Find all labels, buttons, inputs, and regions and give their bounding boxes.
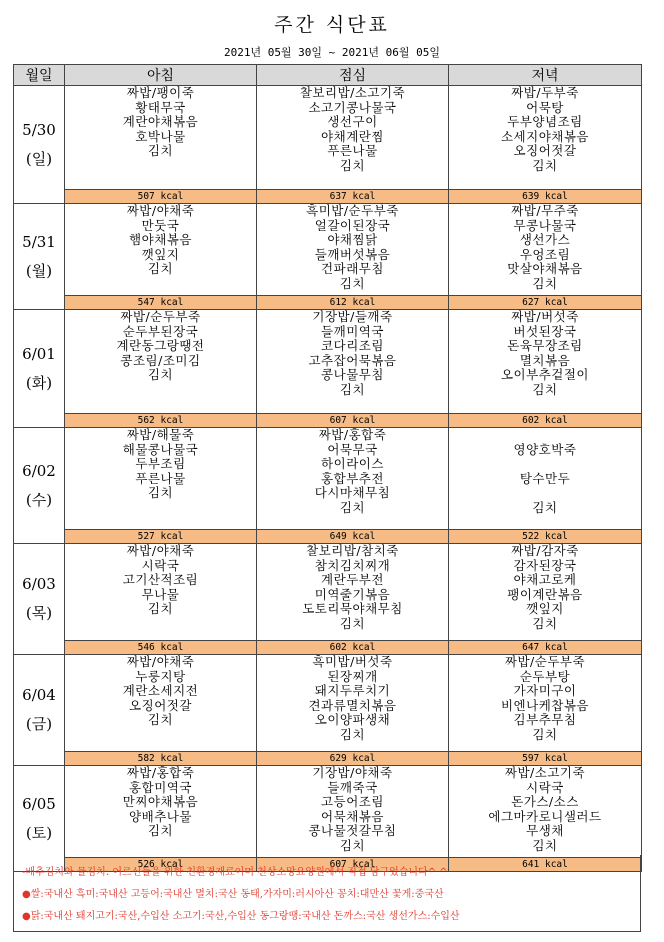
breakfast-kcal: 507 kcal: [65, 190, 257, 204]
menu-item: 코다리조림: [321, 339, 384, 354]
date-cell: [14, 544, 65, 655]
menu-item: 호박나물: [135, 129, 186, 144]
menu-item: 홍합미역국: [129, 780, 192, 795]
menu-item: 기장밥/야채죽: [312, 766, 393, 780]
menu-item: 영양호박죽: [513, 442, 577, 457]
menu-item: 콩조림/조미김: [120, 353, 201, 368]
kcal-row: [14, 530, 642, 544]
breakfast-kcal: 547 kcal: [65, 296, 257, 310]
menu-item: 돈육무장조림: [507, 339, 583, 354]
kcal-row: [14, 296, 642, 310]
date-cell: [14, 310, 65, 428]
dinner-cell: [449, 655, 642, 752]
menu-item: [449, 486, 641, 501]
menu-item: 고등어조림: [321, 795, 384, 810]
day-row: [14, 428, 642, 530]
menu-item: 김치: [339, 158, 366, 173]
menu-item: 김치: [532, 616, 558, 631]
menu-item: 다시마채무침: [314, 486, 391, 501]
dinner-kcal: 602 kcal: [449, 414, 642, 428]
dinner-cell: [449, 204, 642, 296]
menu-item: 양배추나물: [129, 809, 192, 824]
menu-item: 맛살야채볶음: [507, 262, 583, 277]
menu-item: 찰보리밥/소고기죽: [299, 86, 406, 100]
menu-item: 도토리묵야채무침: [302, 602, 403, 617]
menu-item: 순두부탕: [519, 669, 571, 684]
menu-item: 에그마카로니샐러드: [488, 809, 602, 824]
menu-item: 햄야채볶음: [129, 233, 192, 248]
weekday-label: (일): [25, 149, 53, 168]
dinner-kcal: 641 kcal: [449, 858, 642, 872]
menu-item: 짜밥/무주죽: [511, 204, 579, 218]
menu-item: 가자미구이: [513, 684, 577, 699]
dinner-cell: [449, 766, 642, 858]
kcal-row: [14, 190, 642, 204]
breakfast-kcal: 526 kcal: [65, 858, 257, 872]
menu-item: 무생채: [526, 824, 564, 839]
menu-item: 오징어젓갈: [513, 144, 577, 159]
lunch-kcal: 602 kcal: [257, 641, 449, 655]
date-label: 5/31: [22, 232, 56, 251]
lunch-kcal: 607 kcal: [257, 858, 449, 872]
dinner-kcal: 647 kcal: [449, 641, 642, 655]
menu-item: 순두부된장국: [122, 324, 199, 339]
lunch-kcal: 637 kcal: [257, 190, 449, 204]
kcal-row: [14, 752, 642, 766]
menu-item: 김치: [147, 262, 174, 277]
day-row: [14, 544, 642, 641]
menu-item: 우엉조림: [519, 247, 571, 262]
dinner-cell: [449, 544, 642, 641]
note-origin-2: ●닭:국내산 돼지고기:국산,수입산 소고기:국산,수입산 동그랑땡:국내산 돈까스:국산 생선가스:수입산: [22, 911, 460, 922]
menu-item: 건파래무침: [321, 262, 384, 277]
weekday-label: (목): [25, 604, 53, 622]
notes-box: [13, 855, 641, 932]
menu-item: 계란야채볶음: [122, 115, 199, 130]
menu-item: 짜밥/버섯죽: [511, 310, 579, 324]
menu-item: 짜밥/팽이죽: [126, 86, 195, 100]
menu-item: 고추잡어묵볶음: [308, 353, 397, 368]
menu-item: 돼지두루치기: [314, 684, 391, 699]
menu-item: 흑미밥/버섯죽: [312, 655, 393, 669]
menu-item: 참치김치찌개: [314, 558, 391, 573]
menu-item: 야채찜닭: [327, 233, 378, 248]
header-date: 월일: [14, 65, 65, 86]
menu-item: [449, 457, 641, 472]
breakfast-cell: [65, 86, 257, 190]
header-breakfast: 아침: [65, 65, 257, 86]
menu-item: 오징어젓갈: [129, 698, 192, 713]
menu-item: 견과류멸치볶음: [308, 698, 397, 713]
menu-item: 흑미밥/순두부죽: [306, 204, 399, 218]
lunch-cell: [257, 544, 449, 641]
kcal-row: [14, 641, 642, 655]
weekday-label: (월): [25, 261, 53, 280]
menu-item: 콩나물무침: [321, 368, 384, 383]
menu-item: 생선가스: [519, 233, 571, 248]
lunch-cell: [257, 655, 449, 752]
menu-item: 무콩나물국: [513, 218, 577, 233]
header-dinner: 저녁: [449, 65, 642, 86]
menu-item: 감자된장국: [513, 558, 577, 573]
menu-item: 김치: [339, 276, 366, 291]
header-lunch: 점심: [257, 65, 449, 86]
menu-item: 김치: [339, 500, 366, 515]
menu-item: 하이라이스: [321, 457, 384, 472]
menu-item: 김치: [339, 382, 366, 397]
note-origin-1: ●쌀:국내산 흑미:국내산 고등어:국내산 멸치:국산 동태,가자미:러시아산 꽁치:대만산 꽃게:중국산: [22, 889, 444, 900]
menu-item: 김부추무침: [513, 713, 577, 728]
lunch-cell: [257, 428, 449, 530]
menu-item: 김치: [532, 500, 558, 515]
menu-item: 들깨미역국: [321, 324, 384, 339]
menu-item: 푸른나물: [135, 471, 186, 486]
dinner-kcal: 627 kcal: [449, 296, 642, 310]
lunch-kcal: 612 kcal: [257, 296, 449, 310]
menu-item: 만둣국: [141, 218, 180, 233]
menu-item: 생선구이: [327, 115, 378, 130]
dinner-kcal: 522 kcal: [449, 530, 642, 544]
breakfast-cell: [65, 310, 257, 414]
menu-item: 야채계란찜: [321, 129, 384, 144]
weekday-label: (화): [25, 373, 53, 392]
menu-item: 얼갈이된장국: [314, 218, 391, 233]
dinner-kcal: 597 kcal: [449, 752, 642, 766]
menu-item: 시락국: [141, 558, 180, 573]
menu-item: 팽이계란볶음: [507, 587, 583, 602]
header-row: [14, 65, 642, 86]
date-cell: [14, 428, 65, 544]
page-title: 주간 식단표: [274, 14, 390, 36]
menu-item: 김치: [147, 368, 174, 383]
menu-item: 김치: [532, 838, 558, 853]
breakfast-cell: [65, 655, 257, 752]
menu-item: 김치: [339, 838, 366, 853]
menu-table: [13, 64, 642, 872]
menu-item: 된장찌개: [327, 669, 378, 684]
menu-item: 소고기콩나물국: [308, 100, 397, 115]
date-cell: [14, 86, 65, 204]
breakfast-kcal: 527 kcal: [65, 530, 257, 544]
menu-item: 김치: [147, 713, 174, 728]
menu-item: 짜밥/야채죽: [126, 544, 195, 558]
menu-item: 황태무국: [135, 100, 186, 115]
date-cell: [14, 655, 65, 766]
menu-item: 계란두부전: [321, 573, 384, 588]
menu-item: 비엔나케찹볶음: [500, 698, 590, 713]
menu-item: 깻잎지: [141, 247, 180, 262]
day-row: [14, 310, 642, 414]
menu-item: 콩나물젓갈무침: [308, 824, 397, 839]
breakfast-cell: [65, 544, 257, 641]
menu-item: 들깨버섯볶음: [314, 247, 391, 262]
menu-item: 계란소세지전: [122, 684, 199, 699]
breakfast-cell: [65, 428, 257, 530]
menu-item: 김치: [532, 727, 558, 742]
menu-item: 짜밥/감자죽: [511, 544, 579, 558]
menu-item: 김치: [147, 144, 174, 159]
dinner-cell: [449, 86, 642, 190]
menu-item: 짜밥/홍합죽: [318, 428, 387, 442]
menu-item: 미역줄기볶음: [314, 587, 391, 602]
menu-item: 시락국: [526, 780, 564, 795]
date-label: 6/04: [22, 686, 56, 704]
menu-item: 김치: [147, 486, 174, 501]
date-label: 6/03: [22, 575, 56, 593]
date-cell: [14, 204, 65, 310]
breakfast-kcal: 582 kcal: [65, 752, 257, 766]
menu-item: 김치: [532, 276, 558, 291]
lunch-cell: [257, 310, 449, 414]
lunch-cell: [257, 204, 449, 296]
menu-item: 들깨죽국: [327, 780, 378, 795]
menu-item: 짜밥/해물죽: [126, 428, 195, 442]
menu-item: 어묵탕: [526, 100, 564, 115]
menu-item: 짜밥/홍합죽: [126, 766, 195, 780]
lunch-kcal: 649 kcal: [257, 530, 449, 544]
kcal-row: [14, 414, 642, 428]
menu-item: 고기산적조림: [122, 573, 199, 588]
menu-item: 푸른나물: [327, 144, 378, 159]
lunch-cell: [257, 766, 449, 858]
dinner-cell: [449, 428, 642, 530]
menu-item: 야채고로케: [513, 573, 577, 588]
menu-item: 오이부추겉절이: [500, 368, 590, 383]
date-label: 5/30: [22, 120, 56, 139]
menu-item: 홍합부추전: [321, 471, 384, 486]
menu-item: 짜밥/순두부죽: [120, 310, 201, 324]
weekday-label: (수): [25, 490, 53, 509]
date-label: 6/05: [22, 794, 56, 813]
menu-item: 김치: [532, 382, 558, 397]
menu-item: 소세지야채볶음: [500, 129, 590, 144]
menu-item: 버섯된장국: [513, 324, 577, 339]
menu-item: 김치: [532, 158, 558, 173]
weekday-label: (토): [25, 823, 53, 842]
menu-item: 어묵무국: [327, 442, 378, 457]
menu-item: 만찌야채볶음: [122, 795, 199, 810]
menu-item: 무나물: [141, 587, 180, 602]
dinner-kcal: 639 kcal: [449, 190, 642, 204]
menu-item: 돈가스/소스: [511, 795, 579, 810]
menu-item: 짜밥/야채죽: [126, 655, 195, 669]
breakfast-cell: [65, 766, 257, 858]
menu-item: 김치: [339, 727, 366, 742]
date-label: 6/01: [22, 344, 56, 363]
breakfast-kcal: 546 kcal: [65, 641, 257, 655]
day-row: [14, 655, 642, 752]
day-row: [14, 766, 642, 858]
menu-item: 누룽지탕: [135, 669, 186, 684]
menu-item: 두부조림: [135, 457, 186, 472]
lunch-cell: [257, 86, 449, 190]
menu-item: 짜밥/야채죽: [126, 204, 195, 218]
date-label: 6/02: [22, 461, 56, 480]
note-kimchi: -배추김치와 물김치: 어르신들을 위한 친환경재료이며 천상소망요양원에서 직접 담구었습니다^ ^: [22, 867, 448, 878]
menu-item: 기장밥/들깨죽: [312, 310, 393, 324]
breakfast-kcal: 562 kcal: [65, 414, 257, 428]
day-row: [14, 204, 642, 296]
menu-item: 오이양파생채: [314, 713, 391, 728]
lunch-kcal: 607 kcal: [257, 414, 449, 428]
menu-item: 계란동그랑땡전: [116, 339, 205, 354]
breakfast-cell: [65, 204, 257, 296]
menu-item: 김치: [339, 616, 366, 631]
menu-item: 짜밥/순두부죽: [504, 655, 586, 669]
menu-item: 탕수만두: [519, 471, 571, 486]
menu-item: 김치: [147, 824, 174, 839]
date-range: 2021년 05월 30일 ~ 2021년 06월 05일: [223, 46, 441, 59]
menu-item: 짜밥/두부죽: [511, 86, 579, 100]
menu-item: 두부양념조림: [507, 115, 583, 130]
menu-item: 김치: [147, 602, 174, 617]
menu-item: 해물콩나물국: [122, 442, 199, 457]
menu-item: 찰보리밥/참치죽: [306, 544, 399, 558]
menu-item: 어묵채볶음: [321, 809, 384, 824]
weekday-label: (금): [25, 715, 53, 733]
menu-item: 깻잎지: [526, 602, 564, 617]
menu-item: 짜밥/소고기죽: [504, 766, 586, 780]
menu-item: [449, 428, 641, 443]
lunch-kcal: 629 kcal: [257, 752, 449, 766]
menu-item: 멸치볶음: [519, 353, 571, 368]
day-row: [14, 86, 642, 190]
dinner-cell: [449, 310, 642, 414]
